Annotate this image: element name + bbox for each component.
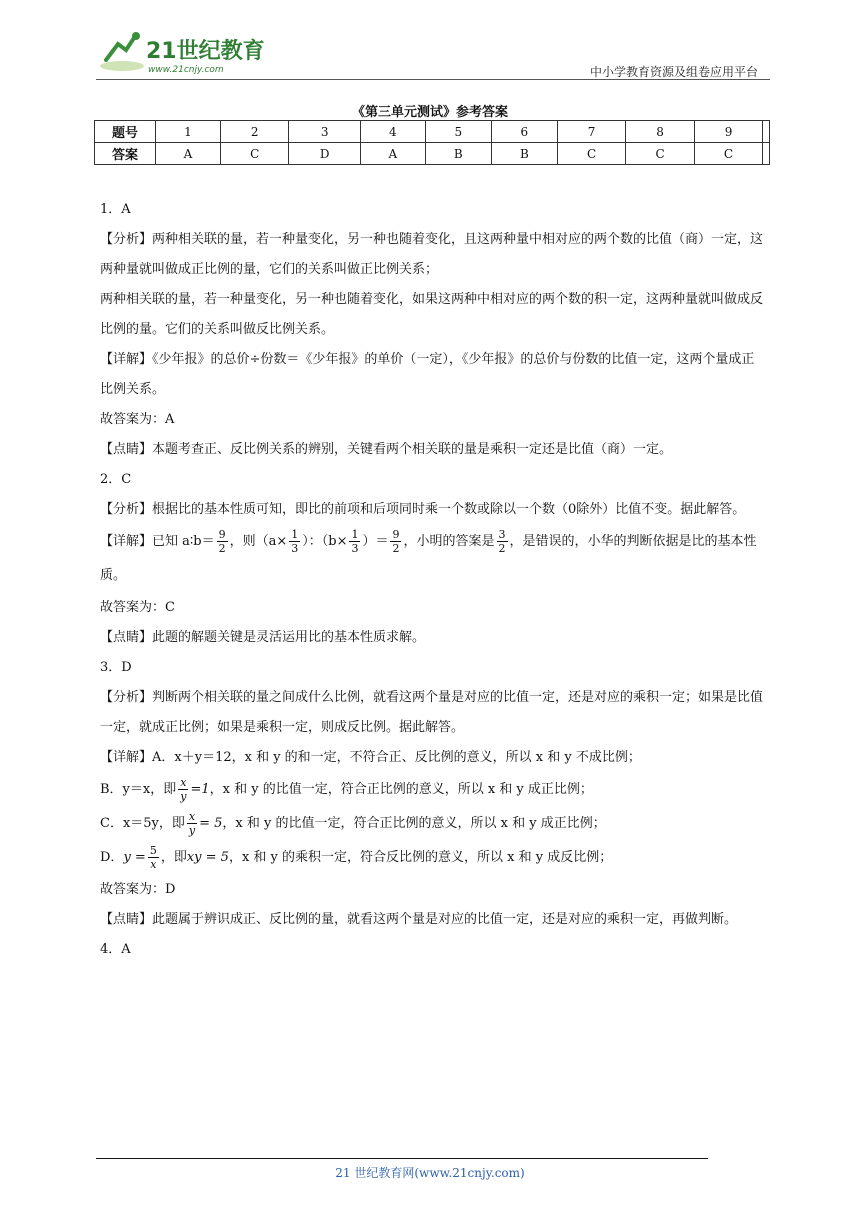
q3-analysis: 【分析】判断两个相关联的量之间成什么比例，就看这两个量是对应的比值一定，还是对应的乘积一定；如果是比值一定，就成正比例；如果是乘积一定，则成反比例。据此解答。 xyxy=(100,690,764,735)
logo-21cnjy xyxy=(96,30,266,76)
fraction xyxy=(217,528,228,555)
q2-comment: 【点睛】此题的解题关键是灵活运用比的基本性质求解。 xyxy=(100,630,426,645)
q3-answer: 故答案为：D xyxy=(100,882,176,897)
table-cell: C xyxy=(626,143,694,165)
fraction xyxy=(187,810,197,837)
text-run: ，即 xyxy=(160,850,187,865)
equation: =1 xyxy=(190,782,210,797)
fraction xyxy=(148,844,159,871)
text-run: C．x＝5y，即 xyxy=(100,816,185,831)
q3-detail-d xyxy=(100,841,766,875)
table-cell: 3 xyxy=(289,121,360,143)
q2-analysis: 【分析】根据比的基本性质可知，即比的前项和后项同时乘一个数或除以一个数（0除外）比值不变。据此解答。 xyxy=(100,502,746,517)
numerator: 3 xyxy=(498,528,506,541)
text-run: ，小明的答案是 xyxy=(403,534,495,549)
denominator: 2 xyxy=(498,542,506,555)
numerator: 1 xyxy=(291,528,299,541)
table-cell: 2 xyxy=(220,121,288,143)
document-title: 《第三单元测试》参考答案 xyxy=(351,105,508,120)
text-run: B．y＝x，即 xyxy=(100,782,177,797)
table-cell: 4 xyxy=(360,121,425,143)
fraction xyxy=(178,776,188,803)
table-cell: A xyxy=(360,143,425,165)
header-divider xyxy=(96,79,770,80)
q4-heading: 4．A xyxy=(100,942,131,957)
table-cell: C xyxy=(694,143,762,165)
denominator: 3 xyxy=(351,542,359,555)
table-cell: 6 xyxy=(491,121,557,143)
answer-explanations xyxy=(100,195,766,965)
text-run: 【详解】已知 a∶b＝ xyxy=(100,534,215,549)
logo-text: 21世纪教育 xyxy=(146,39,265,64)
equation: xy = 5 xyxy=(186,850,229,865)
numerator: 5 xyxy=(149,844,157,857)
q2-heading: 2．C xyxy=(100,472,132,487)
text-run: ，x 和 y 的比值一定，符合正比例的意义，所以 x 和 y 成正比例； xyxy=(222,816,606,831)
logo-url: www.21cnjy.com xyxy=(148,65,224,75)
text-run: D． xyxy=(100,850,124,865)
q2-answer: 故答案为：C xyxy=(100,600,175,615)
denominator: 2 xyxy=(392,542,400,555)
table-cell: 7 xyxy=(557,121,625,143)
table-row xyxy=(95,121,770,143)
numerator: x xyxy=(188,810,196,823)
denominator: y xyxy=(188,824,196,837)
footer-source: 21 世纪教育网(www.21cnjy.com) xyxy=(335,1166,525,1180)
table-cell: B xyxy=(491,143,557,165)
numerator: 9 xyxy=(218,528,226,541)
text-run: ，x 和 y 的比值一定，符合正比例的意义，所以 x 和 y 成正比例； xyxy=(209,782,593,797)
row-label-answer: 答案 xyxy=(95,143,156,165)
denominator: 3 xyxy=(291,542,299,555)
table-cell: 9 xyxy=(694,121,762,143)
q1-analysis-2: 两种相关联的量，若一种量变化，另一种也随着变化，如果这两种中相对应的两个数的积一定，这两种量就叫做成反比例的量。它们的关系叫做反比例关系。 xyxy=(100,292,764,337)
table-cell: D xyxy=(289,143,360,165)
table-cell xyxy=(763,143,770,165)
q3-detail-b xyxy=(100,773,766,807)
fraction xyxy=(289,528,300,555)
numerator: 9 xyxy=(392,528,400,541)
numerator: 1 xyxy=(351,528,359,541)
q3-comment: 【点睛】此题属于辨识成正、反比例的量，就看这两个量是对应的比值一定，还是对应的乘积一定，再做判断。 xyxy=(100,912,738,927)
footer-divider xyxy=(96,1158,708,1159)
denominator: y xyxy=(180,790,187,803)
platform-name: 中小学教育资源及组卷应用平台 xyxy=(589,65,758,79)
table-cell: A xyxy=(156,143,221,165)
q1-answer: 故答案为：A xyxy=(100,412,175,427)
q3-heading: 3．D xyxy=(100,660,132,675)
table-cell: C xyxy=(557,143,625,165)
q1-comment: 【点睛】本题考查正、反比例关系的辨别，关键看两个相关联的量是乘积一定还是比值（商）一定。 xyxy=(100,442,673,457)
equation: = 5 xyxy=(199,816,223,831)
q1-heading: 1．A xyxy=(100,202,131,217)
q2-detail xyxy=(100,525,766,593)
text-run: ，则（a× xyxy=(229,534,288,549)
q1-detail: 【详解】《少年报》的总价÷份数＝《少年报》的单价（一定），《少年报》的总价与份数的比值一定，这两个量成正比例关系。 xyxy=(100,352,755,397)
table-row xyxy=(95,143,770,165)
numerator: x xyxy=(180,776,187,789)
fraction xyxy=(390,528,401,555)
table-cell: C xyxy=(220,143,288,165)
q1-analysis: 【分析】两种相关联的量，若一种量变化，另一种也随着变化，且这两种量中相对应的两个数的比值（商）一定，这两种量就叫做成正比例的量，它们的关系叫做正比例关系； xyxy=(100,232,764,277)
text-run: ）：（b× xyxy=(302,534,348,549)
q3-detail-c xyxy=(100,807,766,841)
table-cell: B xyxy=(425,143,491,165)
text-run: ）＝ xyxy=(362,534,389,549)
table-cell xyxy=(763,121,770,143)
table-cell: 5 xyxy=(425,121,491,143)
table-cell: 1 xyxy=(156,121,221,143)
denominator: x xyxy=(150,858,157,871)
text-run: ，x 和 y 的乘积一定，符合反比例的意义，所以 x 和 y 成反比例； xyxy=(228,850,613,865)
table-cell: 8 xyxy=(626,121,694,143)
row-label-number: 题号 xyxy=(95,121,156,143)
denominator: 2 xyxy=(218,542,226,555)
equation: y = xyxy=(123,850,146,865)
fraction xyxy=(497,528,508,555)
page-header xyxy=(96,30,770,80)
text-run: ，是错误的，小华的判断依据是比的基本性质。 xyxy=(100,534,757,583)
q3-detail-a: 【详解】A．x＋y＝12，x 和 y 的和一定，不符合正、反比例的意义，所以 x 和 y 不成比例； xyxy=(100,750,641,765)
answer-table xyxy=(94,120,770,165)
fraction xyxy=(349,528,360,555)
